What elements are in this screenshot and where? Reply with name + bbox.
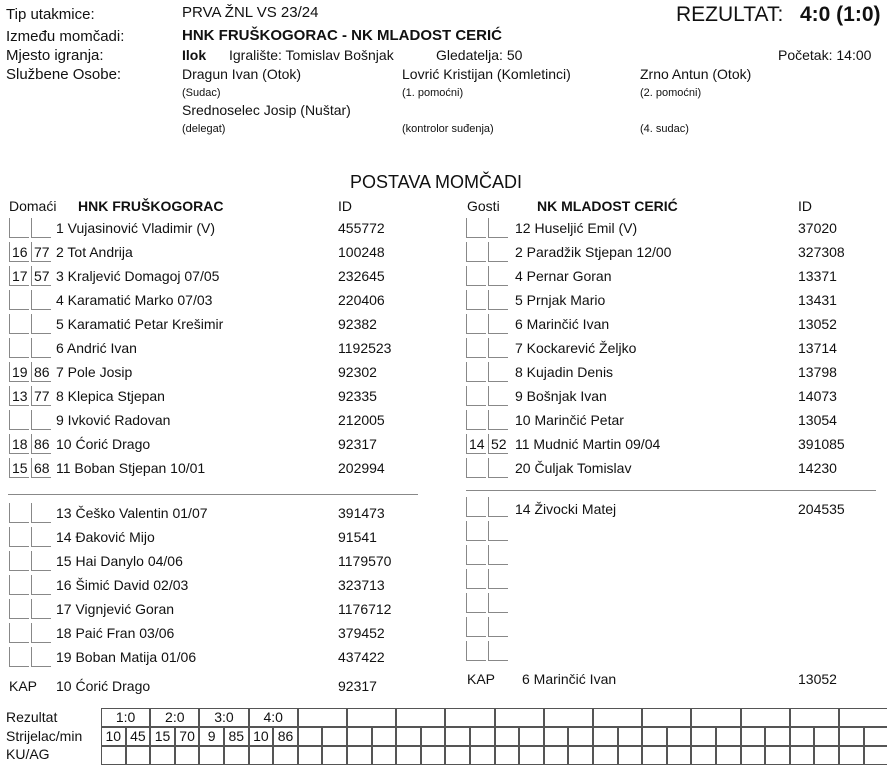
player-id: 14073 [798, 388, 837, 404]
minute-box [488, 338, 508, 358]
player-id: 391473 [338, 505, 385, 521]
minute-box [466, 410, 486, 430]
kuag-cell [544, 746, 569, 765]
player-id: 92335 [338, 388, 377, 404]
minute-box [488, 410, 508, 430]
scorer-cell [445, 727, 470, 746]
player-id: 13431 [798, 292, 837, 308]
player-name: 7 Kockarević Željko [515, 340, 637, 356]
minute-box [466, 386, 486, 406]
player-id: 13054 [798, 412, 837, 428]
result-cell [495, 708, 544, 727]
minute-box: 14 [466, 434, 486, 454]
kuag-cell [322, 746, 347, 765]
player-name: 17 Vignjević Goran [56, 601, 175, 617]
kuag-cell [839, 746, 864, 765]
scorer-cell [765, 727, 790, 746]
minute-box [466, 458, 486, 478]
minute-box [31, 503, 51, 523]
scorer-cell [839, 727, 864, 746]
player-name: 4 Karamatić Marko 07/03 [56, 292, 213, 308]
minute-box [31, 290, 51, 310]
kuag-row-label: KU/AG [6, 746, 50, 762]
result-cell [298, 708, 347, 727]
player-id: 202994 [338, 460, 385, 476]
scorer-cell [667, 727, 692, 746]
minute-box [9, 647, 29, 667]
kuag-cell [199, 746, 224, 765]
player-id: 455772 [338, 220, 385, 236]
minute-box [488, 458, 508, 478]
minute-box [466, 569, 486, 589]
kuag-cell [298, 746, 323, 765]
result-cell [839, 708, 887, 727]
result-label: REZULTAT: [676, 3, 784, 26]
scorer-cell [691, 727, 716, 746]
kuag-cell [642, 746, 667, 765]
result-cell [593, 708, 642, 727]
minute-box: 18 [9, 434, 29, 454]
player-id: 92382 [338, 316, 377, 332]
minute-box [31, 599, 51, 619]
home-team-name: HNK FRUŠKOGORAC [78, 198, 224, 214]
lineup-title: POSTAVA MOMČADI [350, 172, 523, 192]
minute-box [466, 617, 486, 637]
scorer-cell [642, 727, 667, 746]
player-name: 1 Vujasinović Vladimir (V) [56, 220, 215, 236]
player-name: 2 Tot Andrija [56, 244, 133, 260]
player-name: 13 Češko Valentin 01/07 [56, 505, 208, 521]
scorer-cell: 70 [175, 727, 200, 746]
player-id: 91541 [338, 529, 377, 545]
minute-box [31, 647, 51, 667]
minute-box [9, 527, 29, 547]
scorer-cell [544, 727, 569, 746]
minute-box [488, 641, 508, 661]
official-role: (delegat) [182, 123, 226, 135]
minute-box [488, 497, 508, 517]
player-id: 13798 [798, 364, 837, 380]
player-id: 13052 [798, 316, 837, 332]
result-value: 4:0 (1:0) [800, 3, 881, 26]
player-name: 19 Boban Matija 01/06 [56, 649, 197, 665]
kuag-cell [593, 746, 618, 765]
away-id-header: ID [798, 198, 812, 214]
home-side-label: Domaći [9, 198, 57, 214]
minute-box [488, 545, 508, 565]
minute-box [488, 569, 508, 589]
kuag-cell [101, 746, 126, 765]
match-type-label: Tip utakmice: [6, 6, 95, 23]
minute-box: 86 [31, 434, 51, 454]
divider [8, 494, 418, 495]
kuag-cell [347, 746, 372, 765]
minute-box: 17 [9, 266, 29, 286]
player-name: 14 Živocki Matej [515, 501, 617, 517]
minute-box [31, 314, 51, 334]
match-type-value: PRVA ŽNL VS 23/24 [182, 4, 319, 21]
kuag-cell [618, 746, 643, 765]
player-name: 11 Boban Stjepan 10/01 [56, 460, 206, 476]
scorer-row-label: Strijelac/min [6, 728, 83, 744]
minute-box [488, 386, 508, 406]
scorer-cell [716, 727, 741, 746]
scorer-cell: 85 [224, 727, 249, 746]
minute-box [466, 593, 486, 613]
player-name: 10 Ćorić Drago [56, 436, 151, 452]
minute-box [31, 575, 51, 595]
result-row-label: Rezultat [6, 709, 58, 725]
minute-box [9, 623, 29, 643]
player-name: 7 Pole Josip [56, 364, 133, 380]
player-name: 16 Šimić David 02/03 [56, 577, 189, 593]
player-id: 327308 [798, 244, 845, 260]
result-cell [642, 708, 691, 727]
player-id: 92317 [338, 436, 377, 452]
minute-box [31, 551, 51, 571]
result-cell [691, 708, 740, 727]
kuag-cell [445, 746, 470, 765]
scorer-cell [519, 727, 544, 746]
minute-box [9, 338, 29, 358]
home-captain-label: KAP [9, 678, 38, 694]
scorer-cell [568, 727, 593, 746]
player-name: 2 Paradžik Stjepan 12/00 [515, 244, 672, 260]
minute-box [466, 641, 486, 661]
scorer-cell [396, 727, 421, 746]
kuag-cell [667, 746, 692, 765]
kuag-cell [372, 746, 397, 765]
official-role: (kontrolor suđenja) [402, 123, 494, 135]
scorer-cell: 45 [126, 727, 151, 746]
minute-box [488, 593, 508, 613]
kuag-cell [273, 746, 298, 765]
home-captain: 10 Ćorić Drago [56, 678, 151, 694]
away-captain: 6 Marinčić Ivan [522, 671, 617, 687]
player-name: 14 Đaković Mijo [56, 529, 155, 545]
result-cell: 4:0 [249, 708, 298, 727]
scorer-cell [790, 727, 815, 746]
player-id: 212005 [338, 412, 385, 428]
minute-box [9, 218, 29, 238]
minute-box: 15 [9, 458, 29, 478]
player-name: 10 Marinčić Petar [515, 412, 624, 428]
player-id: 100248 [338, 244, 385, 260]
result-cell [741, 708, 790, 727]
kuag-cell [765, 746, 790, 765]
minute-box [466, 290, 486, 310]
kuag-cell [224, 746, 249, 765]
scorer-cell [618, 727, 643, 746]
kuag-cell [470, 746, 495, 765]
start-time: Početak: 14:00 [778, 47, 872, 63]
player-id: 1176712 [338, 601, 392, 617]
player-name: 5 Karamatić Petar Krešimir [56, 316, 224, 332]
scorer-cell [495, 727, 520, 746]
minute-box [488, 521, 508, 541]
kuag-cell [519, 746, 544, 765]
result-cell [396, 708, 445, 727]
player-name: 18 Paić Fran 03/06 [56, 625, 175, 641]
scorer-cell [322, 727, 347, 746]
player-name: 12 Huseljić Emil (V) [515, 220, 638, 236]
minute-box [488, 242, 508, 262]
kuag-cell [814, 746, 839, 765]
minute-box [31, 218, 51, 238]
minute-box [9, 551, 29, 571]
kuag-cell [175, 746, 200, 765]
minute-box [31, 623, 51, 643]
scorer-cell: 10 [101, 727, 126, 746]
result-cell: 1:0 [101, 708, 150, 727]
scorer-cell: 86 [273, 727, 298, 746]
between-label: Između momčadi: [6, 28, 125, 45]
official-name: Srednoselec Josip (Nuštar) [182, 102, 351, 118]
minute-box: 68 [31, 458, 51, 478]
between-value: HNK FRUŠKOGORAC - NK MLADOST CERIĆ [182, 27, 502, 44]
result-cell [544, 708, 593, 727]
away-team-name: NK MLADOST CERIĆ [537, 198, 678, 214]
away-side-label: Gosti [467, 198, 500, 214]
kuag-cell [864, 746, 887, 765]
scorer-cell: 10 [249, 727, 274, 746]
player-id: 220406 [338, 292, 385, 308]
player-id: 204535 [798, 501, 845, 517]
away-captain-id: 13052 [798, 671, 837, 687]
minute-box [9, 575, 29, 595]
player-id: 437422 [338, 649, 385, 665]
minute-box [466, 521, 486, 541]
player-id: 13371 [798, 268, 837, 284]
scorer-cell [741, 727, 766, 746]
minute-box [466, 497, 486, 517]
player-name: 6 Marinčić Ivan [515, 316, 610, 332]
minute-box [9, 290, 29, 310]
minute-box: 77 [31, 242, 51, 262]
player-name: 11 Mudnić Martin 09/04 [515, 436, 661, 452]
minute-box [466, 266, 486, 286]
player-name: 20 Čuljak Tomislav [515, 460, 632, 476]
minute-box [31, 410, 51, 430]
scorer-cell: 9 [199, 727, 224, 746]
ground: Igralište: Tomislav Bošnjak [229, 47, 394, 63]
scorer-cell [593, 727, 618, 746]
home-id-header: ID [338, 198, 352, 214]
player-id: 323713 [338, 577, 385, 593]
player-id: 391085 [798, 436, 845, 452]
result-cell [445, 708, 494, 727]
minute-box [466, 362, 486, 382]
away-captain-label: KAP [467, 671, 496, 687]
home-captain-id: 92317 [338, 678, 377, 694]
player-id: 232645 [338, 268, 385, 284]
player-id: 14230 [798, 460, 837, 476]
scorer-cell [298, 727, 323, 746]
scorer-cell: 15 [150, 727, 175, 746]
minute-box: 16 [9, 242, 29, 262]
kuag-cell [421, 746, 446, 765]
minute-box: 86 [31, 362, 51, 382]
kuag-cell [716, 746, 741, 765]
minute-box [488, 617, 508, 637]
official-role: (Sudac) [182, 87, 221, 99]
kuag-cell [396, 746, 421, 765]
scorer-cell [372, 727, 397, 746]
minute-box [488, 266, 508, 286]
minute-box [488, 290, 508, 310]
divider [466, 490, 876, 491]
result-cell: 2:0 [150, 708, 199, 727]
minute-box: 13 [9, 386, 29, 406]
kuag-cell [126, 746, 151, 765]
player-name: 4 Pernar Goran [515, 268, 612, 284]
official-role: (1. pomoćni) [402, 87, 464, 99]
kuag-cell [150, 746, 175, 765]
player-name: 9 Ivković Radovan [56, 412, 171, 428]
official-name: Zrno Antun (Otok) [640, 66, 752, 82]
player-id: 1179570 [338, 553, 392, 569]
kuag-cell [790, 746, 815, 765]
player-id: 379452 [338, 625, 385, 641]
player-name: 8 Klepica Stjepan [56, 388, 165, 404]
official-name: Dragun Ivan (Otok) [182, 66, 302, 82]
minute-box [488, 362, 508, 382]
minute-box [466, 545, 486, 565]
player-id: 13714 [798, 340, 837, 356]
minute-box [9, 410, 29, 430]
minute-box [9, 314, 29, 334]
minute-box [466, 242, 486, 262]
minute-box: 57 [31, 266, 51, 286]
player-name: 8 Kujadin Denis [515, 364, 614, 380]
result-cell [790, 708, 839, 727]
minute-box [31, 338, 51, 358]
official-role: (4. sudac) [640, 123, 689, 135]
minute-box [466, 314, 486, 334]
player-name: 3 Kraljević Domagoj 07/05 [56, 268, 220, 284]
player-name: 5 Prnjak Mario [515, 292, 606, 308]
player-id: 92302 [338, 364, 377, 380]
official-name: Lovrić Kristijan (Komletinci) [402, 66, 571, 82]
player-name: 6 Andrić Ivan [56, 340, 137, 356]
minute-box [9, 503, 29, 523]
player-name: 9 Bošnjak Ivan [515, 388, 607, 404]
minute-box: 19 [9, 362, 29, 382]
scorer-cell [470, 727, 495, 746]
official-role: (2. pomoćni) [640, 87, 702, 99]
minute-box [488, 314, 508, 334]
player-id: 1192523 [338, 340, 392, 356]
result-cell [347, 708, 396, 727]
minute-box [488, 218, 508, 238]
player-name: 15 Hai Danylo 04/06 [56, 553, 183, 569]
scorer-cell [814, 727, 839, 746]
kuag-cell [741, 746, 766, 765]
minute-box [466, 218, 486, 238]
spectators: Gledatelja: 50 [436, 47, 523, 63]
minute-box: 52 [488, 434, 508, 454]
officials-label: Službene Osobe: [6, 66, 122, 83]
player-id: 37020 [798, 220, 837, 236]
scorer-cell [864, 727, 887, 746]
scorer-cell [421, 727, 446, 746]
kuag-cell [495, 746, 520, 765]
result-cell: 3:0 [199, 708, 248, 727]
kuag-cell [568, 746, 593, 765]
minute-box [31, 527, 51, 547]
minute-box [466, 338, 486, 358]
minute-box [9, 599, 29, 619]
venue-label: Mjesto igranja: [6, 47, 104, 64]
scorer-cell [347, 727, 372, 746]
minute-box: 77 [31, 386, 51, 406]
kuag-cell [691, 746, 716, 765]
venue-city: Ilok [182, 47, 207, 63]
kuag-cell [249, 746, 274, 765]
